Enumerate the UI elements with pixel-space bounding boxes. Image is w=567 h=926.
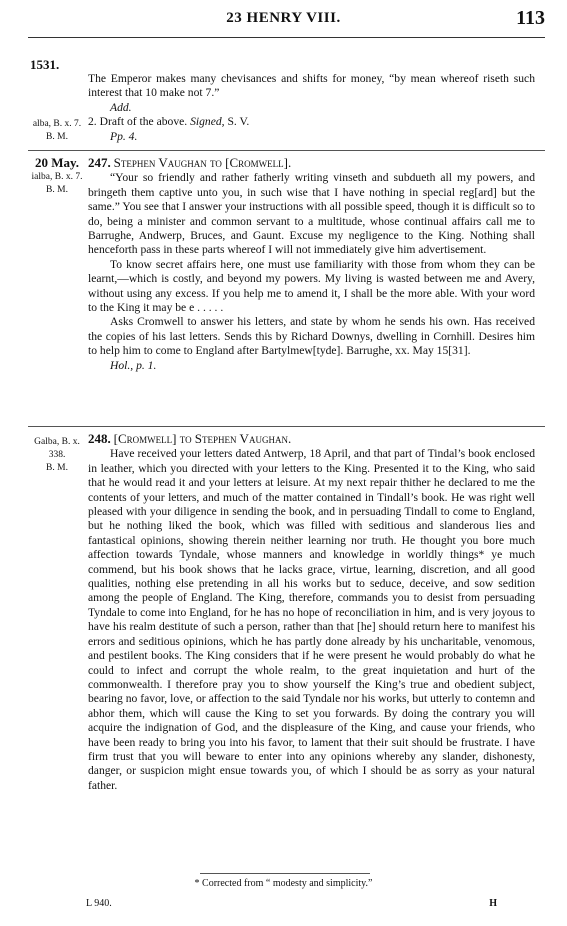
- entry-247-heading: [88, 156, 535, 171]
- draft-number: 2.: [88, 115, 97, 129]
- entry-248: [88, 432, 535, 793]
- entry-248-ref: [28, 436, 86, 475]
- entry-247-date: 20 May.: [34, 155, 80, 170]
- footnote-rule: [200, 873, 370, 874]
- prev-entry-ref-source: alba, B. x. 7.: [32, 119, 82, 129]
- header-rule: [28, 37, 545, 38]
- section-rule: [28, 426, 545, 427]
- entry-248-ref-folio: 338.: [48, 450, 66, 460]
- entry-248-heading: [88, 432, 535, 447]
- prev-entry-add: Add.: [110, 100, 132, 114]
- prev-entry-pages: Pp. 4.: [110, 129, 138, 143]
- signature-mark: L 940.: [86, 898, 112, 909]
- entry-247-title: Stephen Vaughan to [Cromwell].: [113, 155, 292, 170]
- entry-248-title: [Cromwell] to Stephen Vaughan.: [113, 431, 292, 446]
- entry-247-ref-bm: B. M.: [46, 185, 68, 195]
- entry-247-hol: Hol., p. 1.: [110, 358, 157, 372]
- signed-name: S. V.: [227, 115, 250, 129]
- entry-247-para-2: To know secret affairs here, one must use familiarity with those from whom they can be learnt,—which is costly, and beyond my powers. My living is wasted between me and Avery, without using any excess. If you help me to amend it, I shall be the more able. With your word to the King it may be e . . . . .: [88, 257, 535, 315]
- prev-entry-ref-bm: B. M.: [46, 132, 68, 142]
- draft-text: Draft of the above.: [99, 115, 188, 129]
- entry-247: [88, 156, 535, 373]
- prev-entry-text: The Emperor makes many chevisances and shifts for money, “by mean whereof riseth such interest that 10 make not 7.”: [88, 72, 535, 100]
- signed-label: Signed,: [190, 115, 225, 129]
- entry-248-ref-bm: B. M.: [46, 463, 68, 473]
- entry-248-ref-source: Galba, B. x.: [34, 437, 80, 447]
- prev-entry-ref: [28, 118, 86, 144]
- entry-248-para-1: Have received your letters dated Antwerp, 18 April, and that part of Tindal’s book enclosed in leather, which you directed with your letters to the King. Presented it to the King, who said that he would read it and your letters at leisure. At my next repair thither he declared to me the contents of your letters, and much of the matter contained in Tindall’s book. He was right well pleased with your diligence in sending the book, and in persuading Tindall to come to England, but he nothing liked the book, which was filled with seditious and slanderous lies and fantastical opinions, showing therein neither learning nor truth. He thought you bore much affection towards Tyndale, whose manners and knowledge in worldly things* ye much commend, but his book shows that he lacks grace, virtue, learning, discretion, and all good qualities, nothing else pretending in all his works but to seduce, deceive, and sow sedition among the people of England. The King, therefore, commands you to desist from persuading Tyndale to come into England, for he has no hope of reconciliation in him, and is very joyous to have his realm destitute of such a person, rather than that [he] should return here to manifest his errors and seditious opinions, which he has partly done already by his uncharitable, venomous, and pestilent books. The King considers that if he were present he would probably do what he could to infect and corrupt the whole realm, to the great inquietation and hurt of the commonwealth. I therefore pray you to show yourself the King’s true and obedient subject, bearing no favor, love, or affection to the said Tyndale nor his works, but utterly to contemn and abhor them, which will cause the King to set you forwards. By doing the contrary you will acquire the indignation of God, and the displeasure of the King, and cause your friends, who have been ready to bring you into his favor, to lament that their suit should be frustrate. I have firm trust that you will beware to enter into any opinions whereby any slander, dishonesty, danger, or suspicion might ensue towards you, of which I should be as sorry as your natural father.: [88, 447, 535, 792]
- entry-247-number: 247.: [88, 155, 111, 170]
- page-number: 113: [516, 7, 545, 29]
- section-rule: [28, 150, 545, 151]
- year-label: 1531.: [30, 57, 60, 72]
- entry-247-para-1: “Your so friendly and rather fatherly writing vinseth and subdueth all my powers, and bringeth them captive unto you, in such wise that I have nothing in special reg[ard] but the same.” You see that I answer your instructions with all possible speed, though it is difficult so to do, being a minister and common servant to a multitude, whose continual affairs call me to Barrughe, Andwerp, Bruces, and Gaunt. Excuse my negligence to the King. Nothing shall henceforth pass in these parts whereof I will not immediately give him advertisement.: [88, 171, 535, 257]
- entry-247-para-3: Asks Cromwell to answer his letters, and state by whom he sends his own. Has received the copies of his last letters. Sends this by Richard Downys, dwelling in Cornhill. Desires him to help him to come to England after Bartylmew[tyde]. Barrughe, xx. May 15[31].: [88, 315, 535, 358]
- entry-248-number: 248.: [88, 431, 111, 446]
- prev-entry: [88, 72, 535, 144]
- entry-247-ref: [28, 171, 86, 197]
- entry-247-ref-source: ialba, B. x. 7.: [31, 172, 83, 182]
- running-title: 23 HENRY VIII.: [226, 10, 341, 26]
- gathering-mark: H: [489, 898, 497, 909]
- prev-entry-draft: [88, 115, 535, 129]
- footnote: * Corrected from “ modesty and simplicity.”: [194, 878, 373, 889]
